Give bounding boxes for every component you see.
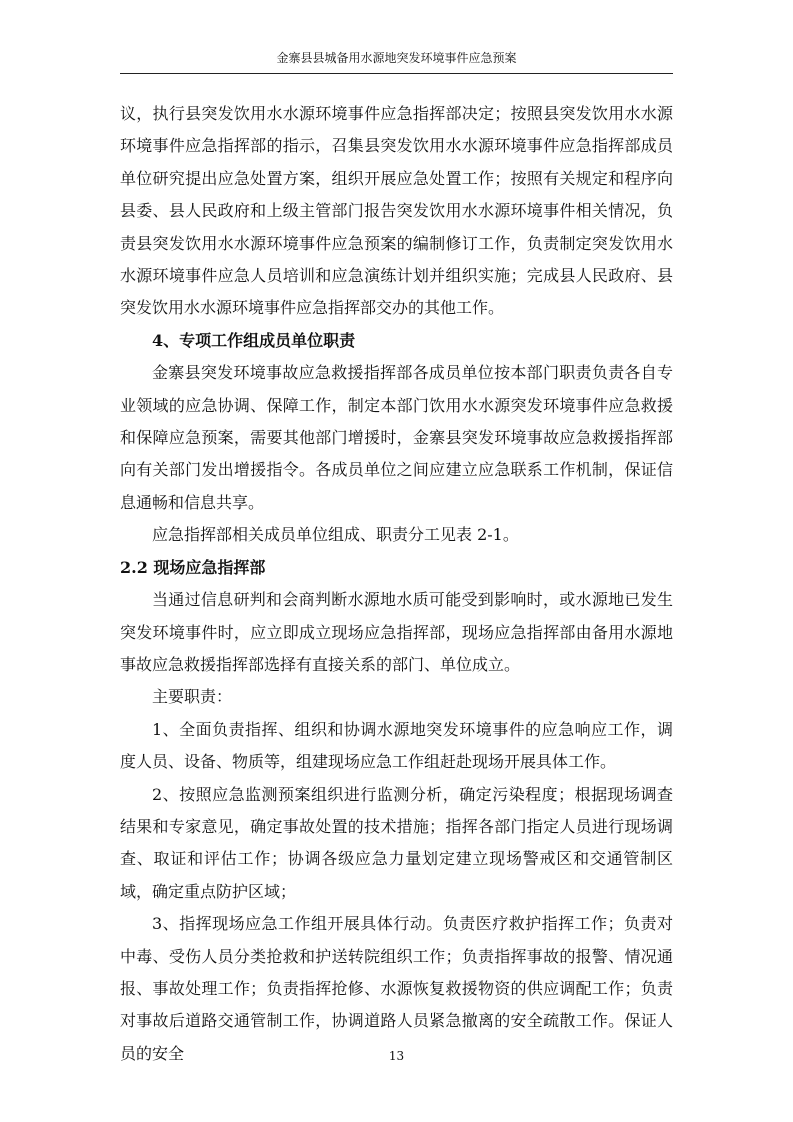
paragraph-main-duties-label: 主要职责： bbox=[152, 687, 233, 707]
paragraph-duty-3: 3、指挥现场应急工作组开展具体行动。负责医疗救护指挥工作；负责对中毒、受伤人员分类抢救和护送转院组织工作；负责指挥事故的报警、情况通报、事故处理工作；负责指挥抢修、水源恢复救援物资的供应调配工作；负责对事故后道路交通管制工作，协调道路人员紧急撤离的安全疏散工作。保证人员的安全 bbox=[120, 914, 673, 1063]
paragraph-member-duties: 金寨县突发环境事故应急救援指挥部各成员单位按本部门职责负责各自专业领域的应急协调、保障工作，制定本部门饮用水水源突发环境事件应急救援和保障应急预案，需要其他部门增援时，金寨县突发环境事故应急救援指挥部向有关部门发出增援指令。各成员单位之间应建立应急联系工作机制，保证信息通畅和信息共享。 bbox=[120, 363, 673, 512]
section-heading-2-2: 2.2 现场应急指挥部 bbox=[120, 557, 266, 577]
page-header: 金寨县县城备用水源地突发环境事件应急预案 bbox=[276, 51, 517, 65]
paragraph-duty-1: 1、全面负责指挥、组织和协调水源地突发环境事件的应急响应工作，调度人员、设备、物质等，组建现场应急工作组赶赴现场开展具体工作。 bbox=[120, 719, 673, 772]
paragraph-duty-2: 2、按照应急监测预案组织进行监测分析，确定污染程度；根据现场调查结果和专家意见，确定事故处置的技术措施；指挥各部门指定人员进行现场调查、取证和评估工作；协调各级应急力量划定建立现场警戒区和交通管制区域，确定重点防护区域； bbox=[120, 784, 673, 901]
page-number: 13 bbox=[388, 1049, 405, 1063]
section-heading-4: 4、专项工作组成员单位职责 bbox=[152, 330, 356, 350]
paragraph-table-reference: 应急指挥部相关成员单位组成、职责分工见表 2-1。 bbox=[152, 525, 519, 545]
paragraph-onsite-command: 当通过信息研判和会商判断水源地水质可能受到影响时，或水源地已发生突发环境事件时，应立即成立现场应急指挥部，现场应急指挥部由备用水源地事故应急救援指挥部选择有直接关系的部门、单位成立。 bbox=[120, 590, 673, 674]
header-divider bbox=[120, 73, 673, 74]
paragraph-continued: 议，执行县突发饮用水水源环境事件应急指挥部决定；按照县突发饮用水水源环境事件应急指挥部的指示，召集县突发饮用水水源环境事件应急指挥部成员单位研究提出应急处置方案，组织开展应急处置工作；按照有关规定和程序向县委、县人民政府和上级主管部门报告突发饮用水水源环境事件相关情况，负责县突发饮用水水源环境事件应急预案的编制修订工作，负责制定突发饮用水水源环境事件应急人员培训和应急演练计划并组织实施；完成县人民政府、县突发饮用水水源环境事件应急指挥部交办的其他工作。 bbox=[120, 104, 673, 318]
document-body bbox=[120, 98, 673, 1070]
